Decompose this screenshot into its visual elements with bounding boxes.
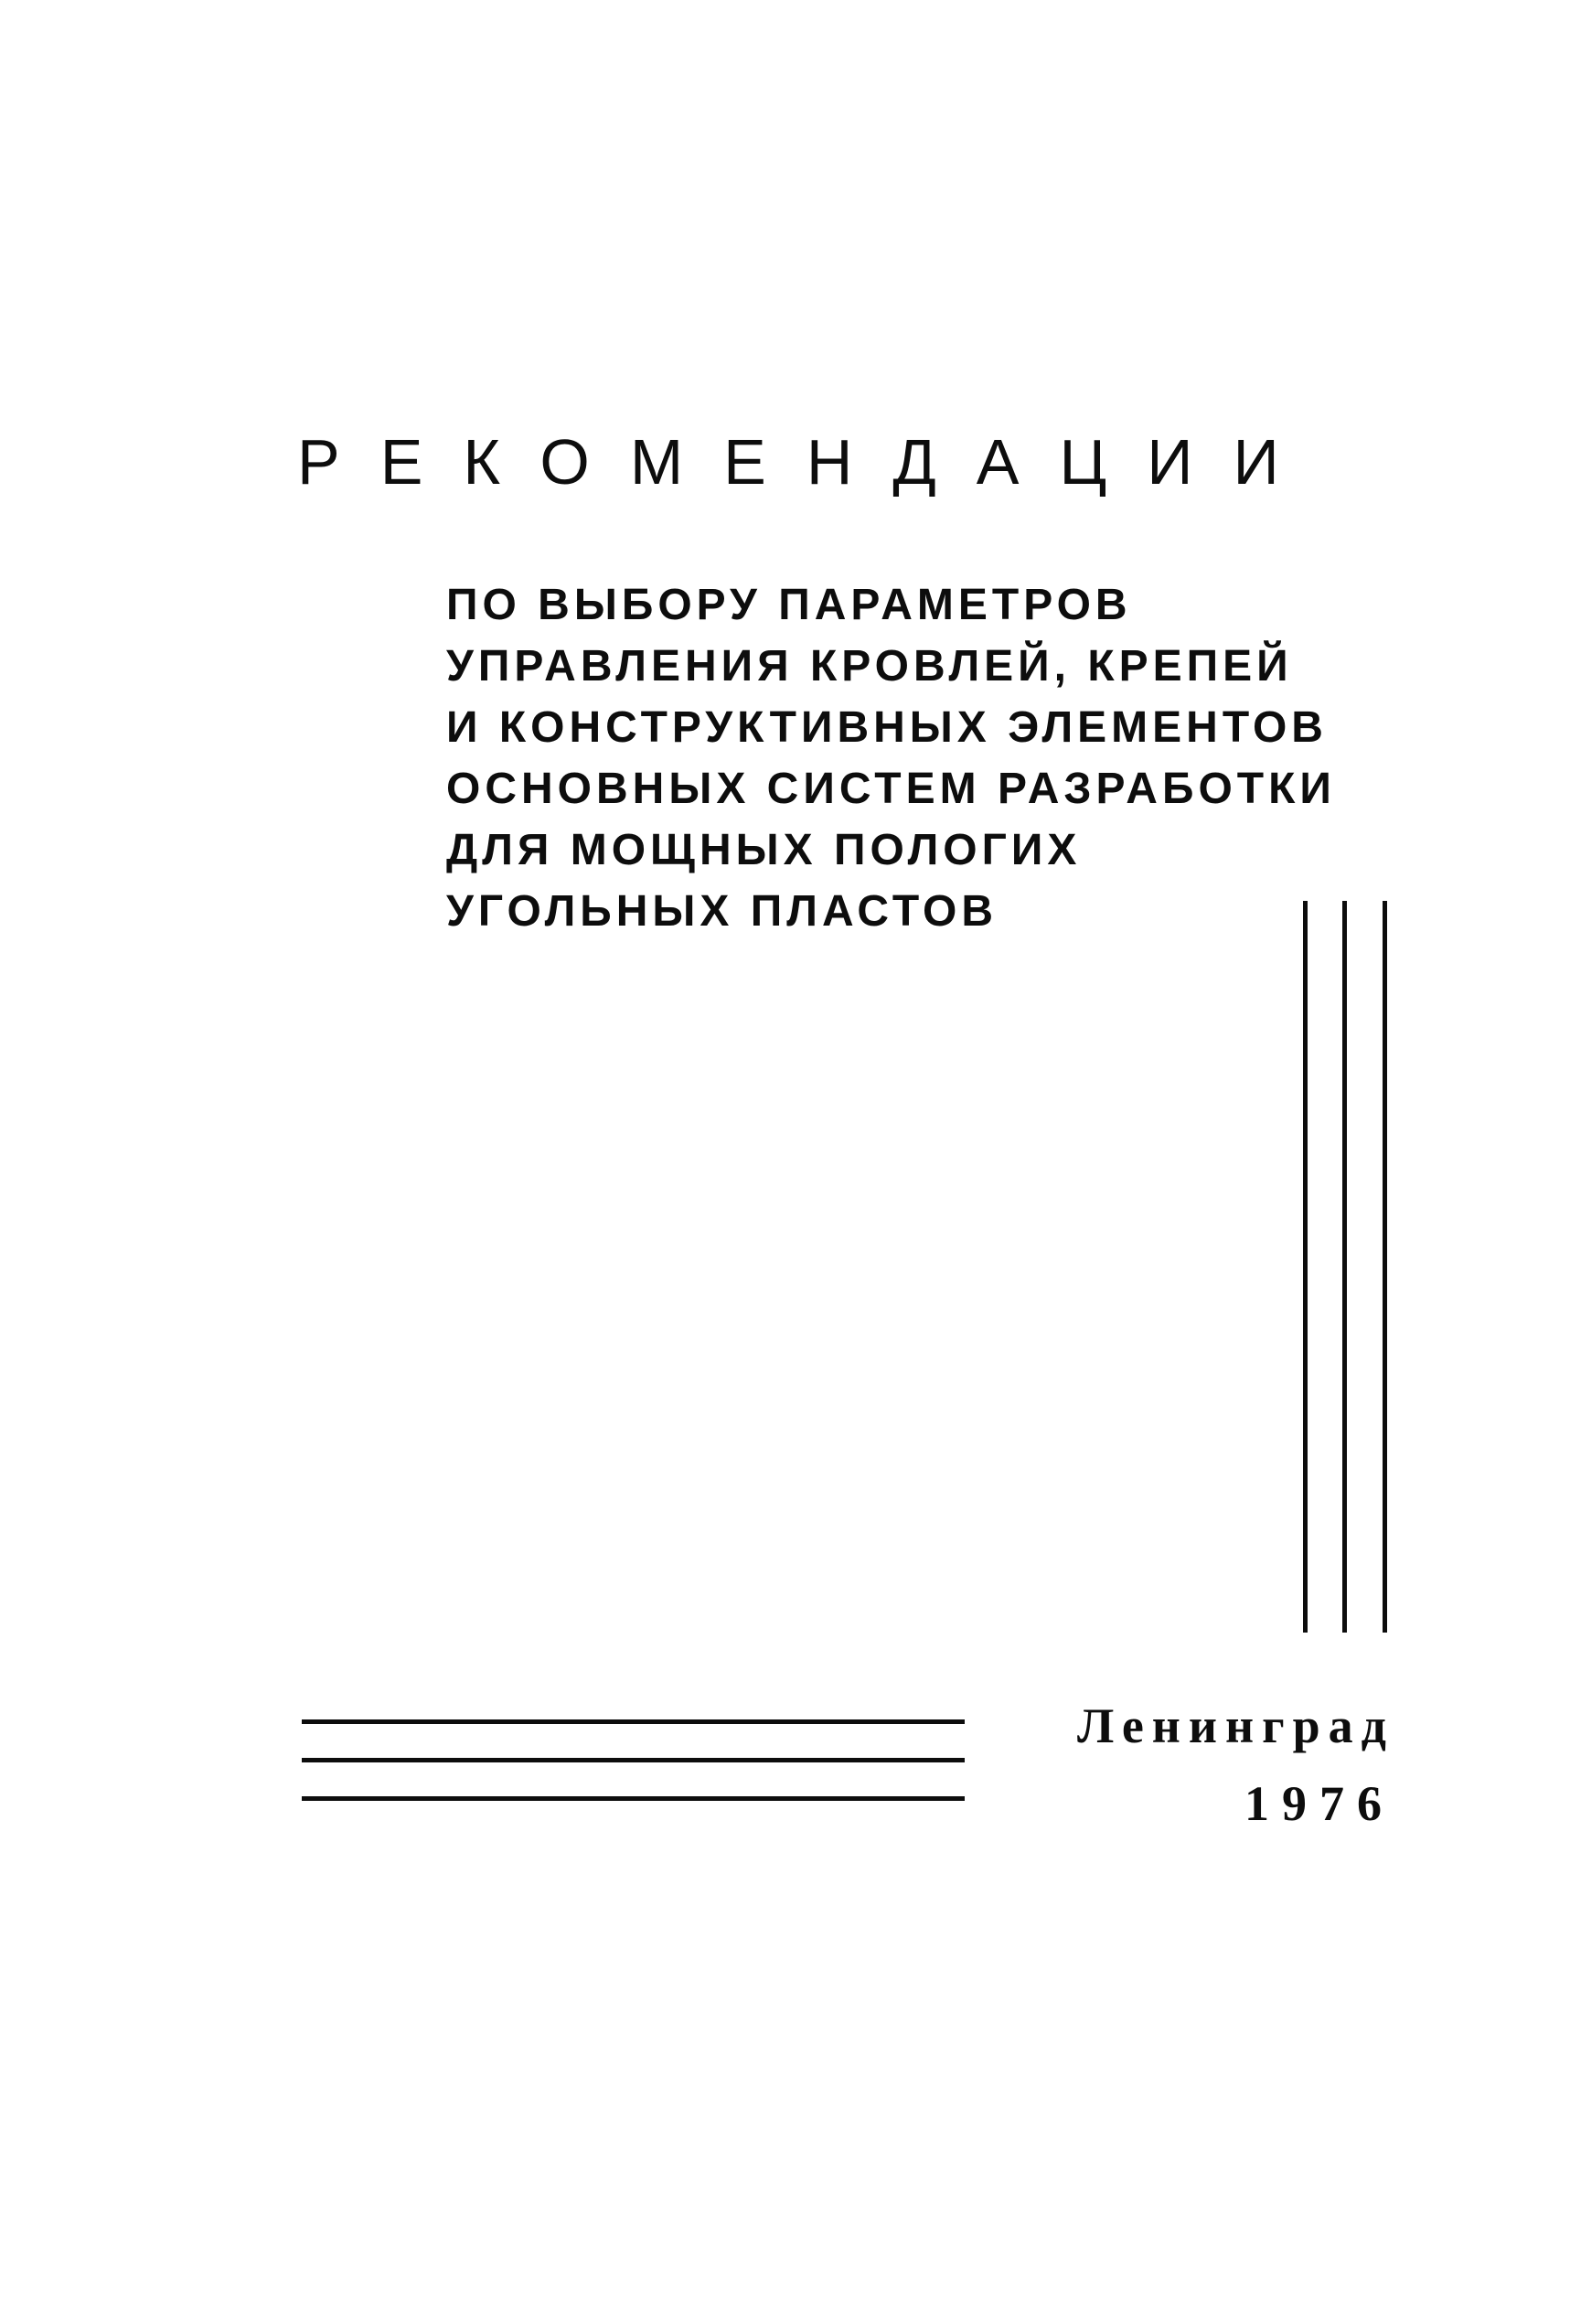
- horizontal-rule-group: [302, 1710, 965, 1802]
- subtitle-line: И КОНСТРУКТИВНЫХ ЭЛЕМЕНТОВ: [446, 703, 1328, 752]
- publication-city: Ленинград: [1076, 1698, 1394, 1753]
- horizontal-rule: [302, 1719, 965, 1724]
- vertical-rule: [1383, 901, 1387, 1633]
- subtitle-line: ОСНОВНЫХ СИСТЕМ РАЗРАБОТКИ: [446, 765, 1336, 813]
- subtitle-line: ДЛЯ МОЩНЫХ ПОЛОГИХ: [446, 826, 1082, 874]
- vertical-rule: [1303, 901, 1308, 1633]
- horizontal-rule: [302, 1758, 965, 1762]
- subtitle-line: УПРАВЛЕНИЯ КРОВЛЕЙ, КРЕПЕЙ: [446, 642, 1293, 691]
- document-subtitle: [446, 574, 1388, 942]
- subtitle-line: ПО ВЫБОРУ ПАРАМЕТРОВ: [446, 581, 1132, 629]
- vertical-rule: [1342, 901, 1347, 1633]
- publication-year: 1976: [1244, 1776, 1394, 1831]
- subtitle-line: УГОЛЬНЫХ ПЛАСТОВ: [446, 887, 999, 936]
- horizontal-rule: [302, 1796, 965, 1801]
- document-title: РЕКОМЕНДАЦИИ: [297, 426, 1319, 498]
- vertical-rule-group: [1298, 901, 1390, 1633]
